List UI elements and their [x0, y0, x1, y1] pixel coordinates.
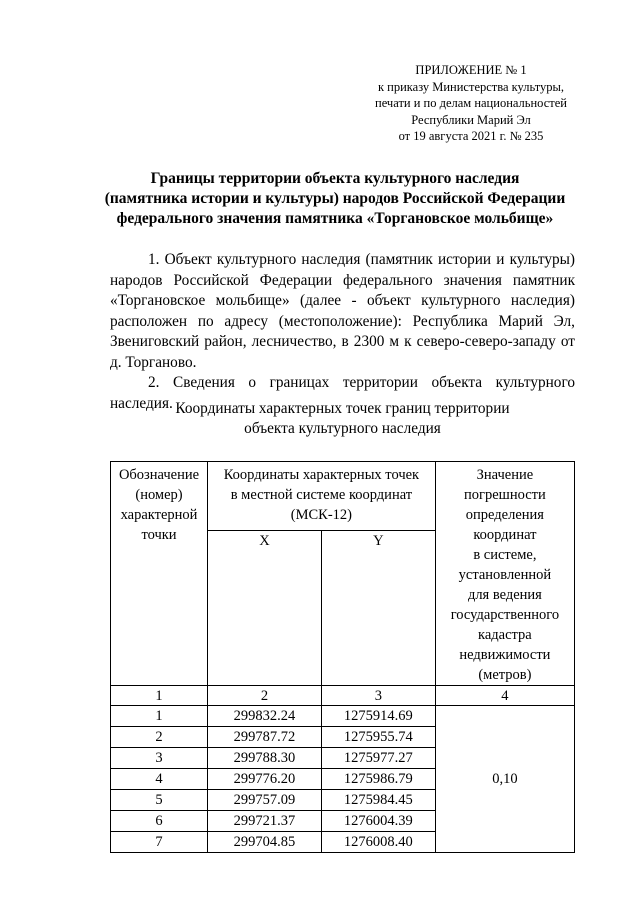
- header-coords-line: (МСК-12): [290, 507, 353, 523]
- column-number: 1: [111, 686, 208, 706]
- x-cell: 299776.20: [208, 769, 322, 790]
- column-number: 2: [208, 686, 322, 706]
- x-cell: 299721.37: [208, 811, 322, 832]
- body-text: [110, 250, 575, 414]
- paragraph-1: 1. Объект культурного наследия (памятник истории и культуры) народов Российской Федерации федерального значения памятник «Торгановское мольбище» (далее - объект культурного наследия) расположен по адресу (местоположение): Республика Марий Эл, Звениговский район, лесничество, в 2300 м к северо-северо-западу от д. Торганово.: [110, 251, 575, 371]
- point-cell: 2: [111, 727, 208, 748]
- appendix-ministry-line: печати и по делам национальностей: [375, 96, 567, 110]
- table-title-line-2: объекта культурного наследия: [244, 420, 441, 437]
- header-coords-line: в местной системе координат: [230, 487, 413, 503]
- header-error-line: координат: [473, 527, 537, 543]
- header-error-line: государственного: [450, 607, 560, 623]
- appendix-order-line: к приказу Министерства культуры,: [377, 79, 565, 94]
- header-error-line: погрешности: [464, 487, 546, 503]
- title-line-3: федерального значения памятника «Торгановское мольбище»: [116, 210, 554, 227]
- point-cell: 7: [111, 832, 208, 853]
- y-cell: 1275955.74: [321, 727, 435, 748]
- point-cell: 5: [111, 790, 208, 811]
- header-coords-line: Координаты характерных точек: [223, 467, 420, 483]
- title-line-1: Границы территории объекта культурного наследия: [150, 170, 520, 187]
- header-y-cell: Y: [321, 531, 435, 686]
- table-title: [110, 399, 575, 439]
- header-error-line: Значение: [476, 467, 534, 483]
- header-error-line: в системе,: [473, 547, 537, 563]
- x-cell: 299757.09: [208, 790, 322, 811]
- table-row: [111, 706, 575, 727]
- document-title: [100, 169, 570, 229]
- header-point-line: Обозначение: [118, 467, 200, 483]
- point-cell: 3: [111, 748, 208, 769]
- point-cell: 1: [111, 706, 208, 727]
- point-cell: 6: [111, 811, 208, 832]
- y-cell: 1276008.40: [321, 832, 435, 853]
- header-error-line: для ведения: [467, 587, 542, 603]
- table-title-line-1: Координаты характерных точек границ территории: [175, 400, 510, 417]
- y-cell: 1275977.27: [321, 748, 435, 769]
- table-header-row: [111, 462, 575, 531]
- y-cell: 1275984.45: [321, 790, 435, 811]
- x-cell: 299704.85: [208, 832, 322, 853]
- header-point-line: (номер): [135, 487, 183, 503]
- coordinates-table: [110, 461, 575, 853]
- title-line-2: (памятника истории и культуры) народов Российской Федерации: [104, 190, 566, 207]
- x-cell: 299788.30: [208, 748, 322, 769]
- appendix-date-line: от 19 августа 2021 г. № 235: [398, 129, 544, 143]
- header-error-line: кадастра: [478, 627, 532, 643]
- point-cell: 4: [111, 769, 208, 790]
- appendix-title: ПРИЛОЖЕНИЕ № 1: [415, 63, 527, 77]
- y-cell: 1276004.39: [321, 811, 435, 832]
- header-error-line: определения: [465, 507, 544, 523]
- header-error-line: установленной: [458, 567, 552, 583]
- header-error-line: недвижимости: [459, 647, 551, 663]
- paragraph-2: 2. Сведения о границах территории объекта культурного наследия.: [110, 374, 575, 412]
- header-x-cell: X: [208, 531, 322, 686]
- header-point-line: точки: [141, 527, 177, 543]
- header-error-cell: [435, 462, 574, 686]
- column-number-row: [111, 686, 575, 706]
- x-cell: 299787.72: [208, 727, 322, 748]
- error-value-cell: 0,10: [435, 706, 574, 853]
- column-number: 4: [435, 686, 574, 706]
- appendix-header: [336, 62, 606, 145]
- y-cell: 1275986.79: [321, 769, 435, 790]
- header-point-line: характерной: [120, 507, 198, 523]
- column-number: 3: [321, 686, 435, 706]
- x-cell: 299832.24: [208, 706, 322, 727]
- y-cell: 1275914.69: [321, 706, 435, 727]
- header-error-line: (метров): [478, 667, 532, 683]
- header-point-cell: [111, 462, 208, 686]
- appendix-republic-line: Республики Марий Эл: [411, 112, 531, 127]
- header-coords-cell: [208, 462, 436, 531]
